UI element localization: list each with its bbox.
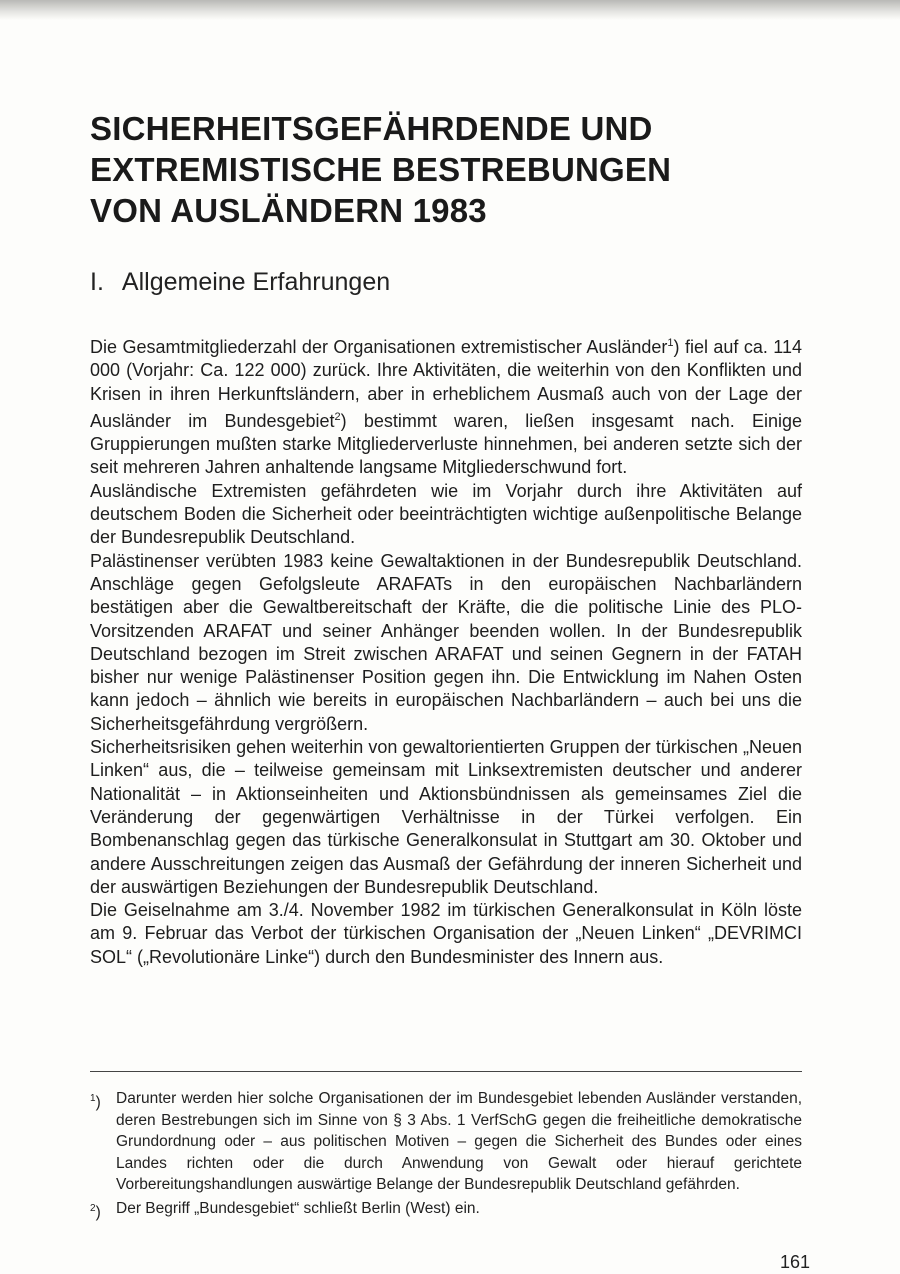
paragraph-security-risks: Sicherheitsrisiken gehen weiterhin von gewaltorientierten Gruppen der türkischen „Neuen Linken“ aus, die – teilweise gemeinsam mit Linksextremisten deutscher und anderer Nationalität – in Aktionseinheiten und Aktionsbündnissen als gemeinsames Ziel die Veränderung der gegenwärtigen Verhältnisse in der Türkei verfolgen. Ein Bombenanschlag gegen das türkische Generalkonsulat in Stuttgart am 30. Oktober und andere Ausschreitungen zeigen das Ausmaß der Gefährdung der inneren Sicherheit und der auswärtigen Beziehungen der Bundesrepublik Deutschland. bbox=[90, 737, 802, 897]
title-line-1: SICHERHEITSGEFÄHRDENDE UND bbox=[90, 110, 653, 147]
page-top-edge bbox=[0, 0, 900, 20]
footnote-text: Der Begriff „Bundesgebiet“ schließt Berlin (West) ein. bbox=[116, 1199, 480, 1217]
body-text bbox=[90, 332, 802, 969]
footnote-number: 1 bbox=[90, 1093, 96, 1104]
paragraph-text: ) bestimmt waren, ließen insgesamt nach. Einige Gruppierungen mußten starke Mitgliederverluste hinnehmen, bei anderen setzte sich der seit mehreren Jahren anhaltende langsame Mitgliederschwund fort. bbox=[90, 410, 802, 478]
paragraph-hostage-taking: Die Geiselnahme am 3./4. November 1982 im türkischen Generalkonsulat in Köln löste am 9. Februar das Verbot der türkischen Organisation der „Neuen Linken“ „DEVRIMCI SOL“ („Revolutionäre Linke“) durch den Bundesminister des Innern aus. bbox=[90, 900, 802, 967]
page-number: 161 bbox=[779, 1252, 810, 1272]
footnote-ref-1: 1 bbox=[667, 337, 674, 349]
title-line-2: EXTREMISTISCHE BESTREBUNGEN bbox=[90, 151, 672, 188]
page-title bbox=[90, 108, 790, 231]
footnote-text: Darunter werden hier solche Organisationen der im Bundesgebiet lebenden Ausländer verstanden, deren Bestrebungen sich im Sinne von § 3 Abs. 1 VerfSchG gegen die freiheitliche demokratische Grundordnung oder – aus politischen Motiven – gegen die Sicherheit des Bundes oder eines Landes richten oder die durch Anwendung von Gewalt oder hierauf gerichtete Vorbereitungshandlungen auswärtige Belange der Bundesrepublik Deutschland gefährden. bbox=[116, 1090, 802, 1193]
footnote-divider bbox=[90, 1071, 802, 1072]
footnotes bbox=[90, 1088, 802, 1225]
footnote-number: 2 bbox=[90, 1202, 96, 1214]
paragraph-text: Die Gesamtmitgliederzahl der Organisationen extremistischer Ausländer bbox=[90, 337, 668, 357]
title-line-3: VON AUSLÄNDERN 1983 bbox=[90, 192, 487, 229]
footnote-2 bbox=[90, 1198, 802, 1224]
footnote-ref-2: 2 bbox=[334, 410, 341, 423]
footnote-mark: $^1$) bbox=[90, 1093, 101, 1112]
paragraph-text: ) fiel auf ca. 114 000 (Vorjahr: Ca. 122 000) zurück. Ihre Aktivitäten, die weiterhin von den Konflikten und Krisen in ihren Herkunftsländern, aber in erheblichem Ausmaß auch von der Lage der Ausländer im Bundesgebiet bbox=[90, 337, 802, 431]
paragraph-membership bbox=[90, 332, 802, 480]
paragraph-palestinians: Palästinenser verübten 1983 keine Gewaltaktionen in der Bundesrepublik Deutschland. Anschläge gegen Gefolgsleute ARAFATs in den europäischen Nachbarländern bestätigen aber die Gewaltbereitschaft der Kräfte, die die politische Linie des PLO-Vorsitzenden ARAFAT und seiner Anhänger beenden wollen. In der Bundesrepublik Deutschland bezogen im Streit zwischen ARAFAT und seinen Gegnern in der FATAH bisher nur wenige Palästinenser Position gegen ihn. Die Entwicklung im Nahen Osten kann jedoch – ähnlich wie bereits in europäischen Nachbarländern – auch bei uns die Sicherheitsgefährdung vergrößern. bbox=[90, 550, 802, 734]
section-title: Allgemeine Erfahrungen bbox=[121, 268, 391, 296]
section-number: I. bbox=[90, 268, 104, 296]
footnote-1 bbox=[90, 1088, 802, 1196]
footnote-mark: $^2$) bbox=[90, 1202, 101, 1221]
section-heading bbox=[90, 266, 390, 298]
paragraph-extremists: Ausländische Extremisten gefährdeten wie im Vorjahr durch ihre Aktivitäten auf deutschem Boden die Sicherheit oder beeinträchtigten wichtige außenpolitische Belange der Bundesrepublik Deutschland. bbox=[90, 480, 802, 548]
